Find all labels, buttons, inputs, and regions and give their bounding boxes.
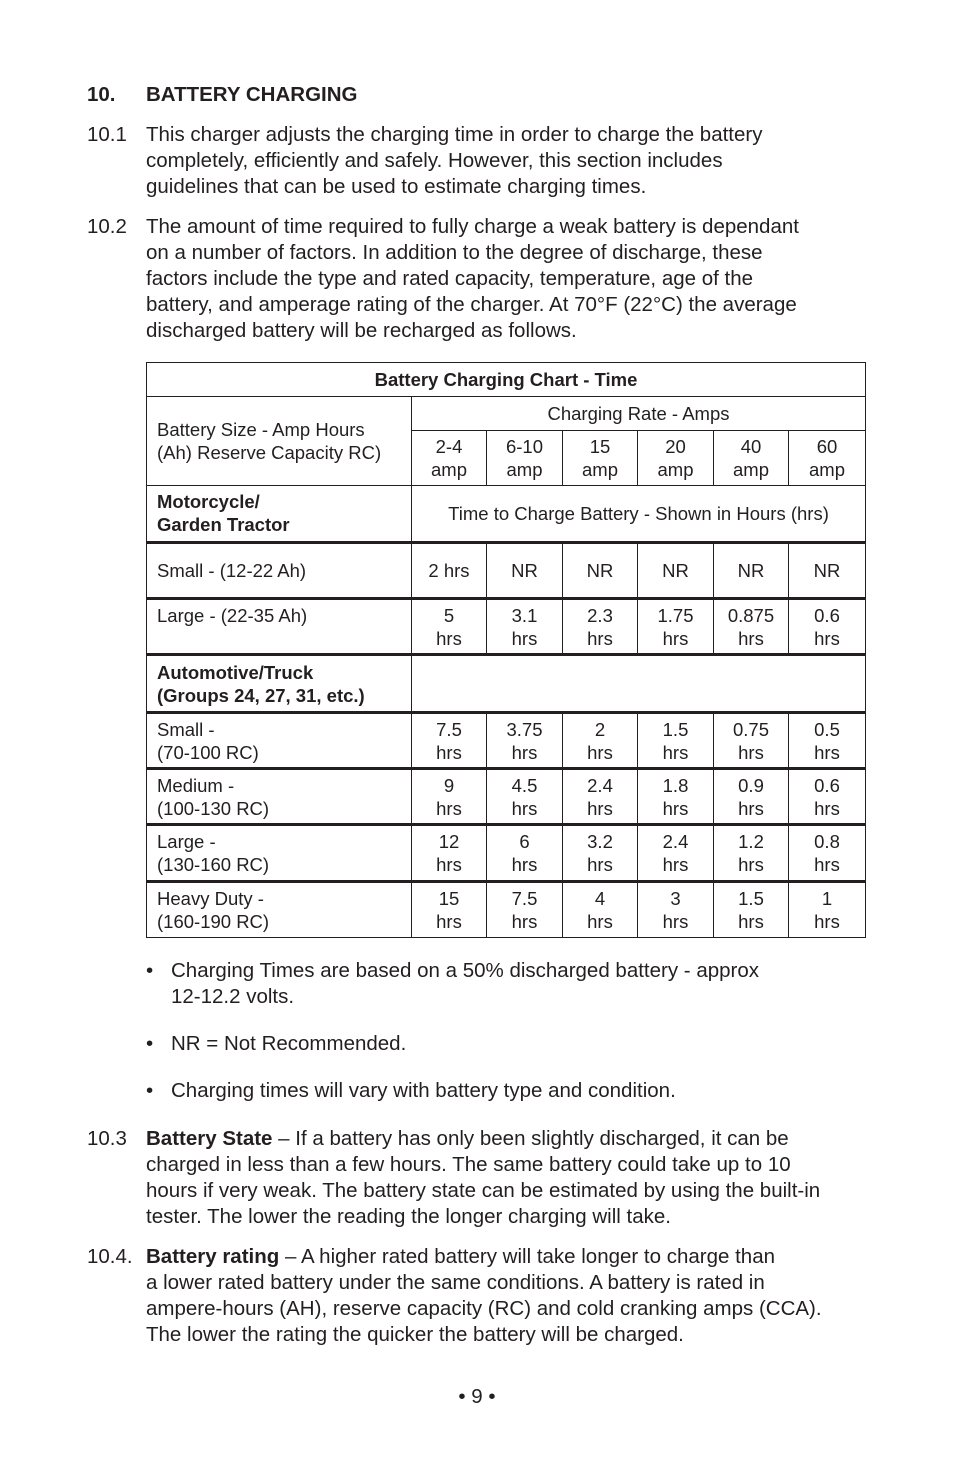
time-value: 4 hrs xyxy=(587,887,613,932)
paragraph-number: 10.4. xyxy=(87,1245,133,1268)
battery-charging-chart xyxy=(146,362,866,938)
time-value: 0.9 hrs xyxy=(738,775,764,820)
row-label xyxy=(147,712,412,768)
row-label: Large - (22-35 Ah) xyxy=(147,599,412,655)
time-cell xyxy=(638,599,714,655)
paragraph-10-2 xyxy=(87,214,887,344)
time-cell xyxy=(563,825,638,881)
section-number: 10. xyxy=(87,83,116,106)
time-cell xyxy=(563,599,638,655)
time-cell xyxy=(487,881,563,937)
bullet-item xyxy=(146,1078,866,1104)
section-title: BATTERY CHARGING xyxy=(146,83,358,106)
paragraph-10-4 xyxy=(87,1244,897,1348)
paragraph-number: 10.3 xyxy=(87,1127,127,1150)
paragraph-text: This charger adjusts the charging time in order to charge the battery completely, efficiently and safely. However, this section includes guidelines that can be used to estimate charging times. xyxy=(146,123,763,198)
time-cell xyxy=(487,825,563,881)
bullet-symbol: • xyxy=(146,1079,154,1102)
time-cell: NR xyxy=(789,542,866,598)
group-label-automotive xyxy=(147,655,412,712)
paragraph-10-1 xyxy=(87,122,887,200)
time-value: 2 hrs xyxy=(587,718,613,763)
time-value: 5 hrs xyxy=(436,605,462,650)
rate-column-header xyxy=(638,431,714,485)
time-value: 3.1 hrs xyxy=(511,605,538,650)
battery-size-header xyxy=(147,397,412,485)
time-value: 4.5 hrs xyxy=(511,775,538,820)
row-label: Small - (12-22 Ah) xyxy=(147,542,412,598)
rate-label: 60 amp xyxy=(809,435,845,480)
time-value: 1 hrs xyxy=(814,887,840,932)
time-value: 2.4 hrs xyxy=(587,775,613,820)
time-cell xyxy=(487,712,563,768)
row-label xyxy=(147,769,412,825)
rate-label: 2-4 amp xyxy=(431,435,467,480)
bullet-text: Charging Times are based on a 50% discharged battery - approx 12-12.2 volts. xyxy=(171,959,760,1008)
time-cell: NR xyxy=(638,542,714,598)
time-value: 3.2 hrs xyxy=(587,831,613,876)
time-value: 2.4 hrs xyxy=(662,831,689,876)
time-cell xyxy=(789,769,866,825)
time-value: 9 hrs xyxy=(436,775,462,820)
time-value: 6 hrs xyxy=(511,831,538,876)
rate-column-header xyxy=(487,431,563,485)
time-value: 1.75 hrs xyxy=(657,605,694,650)
time-value: 1.5 hrs xyxy=(738,887,764,932)
rate-label: 40 amp xyxy=(733,435,769,480)
bullet-item xyxy=(146,1031,866,1057)
time-cell xyxy=(563,769,638,825)
row-label-text: Large - (130-160 RC) xyxy=(157,831,270,876)
time-cell xyxy=(412,881,487,937)
rate-column-header xyxy=(714,431,789,485)
time-cell: NR xyxy=(714,542,789,598)
rate-label: 6-10 amp xyxy=(505,435,544,480)
time-value: 0.6 hrs xyxy=(814,605,840,650)
time-value: 3.75 hrs xyxy=(506,718,543,763)
time-value: 1.5 hrs xyxy=(662,718,689,763)
paragraph-text xyxy=(146,1244,897,1348)
paragraph-text xyxy=(146,1126,897,1230)
time-value: 1.8 hrs xyxy=(662,775,689,820)
paragraph-term: Battery rating xyxy=(146,1245,280,1268)
time-cell xyxy=(638,712,714,768)
row-label-text: Medium - (100-130 RC) xyxy=(157,775,270,820)
time-value: 0.6 hrs xyxy=(814,775,840,820)
section-heading xyxy=(87,82,357,108)
time-value: 0.75 hrs xyxy=(732,718,769,763)
charging-rate-header: Charging Rate - Amps xyxy=(412,397,866,431)
paragraph-10-3 xyxy=(87,1126,897,1230)
rate-column-header xyxy=(563,431,638,485)
row-label xyxy=(147,825,412,881)
group-label-motorcycle xyxy=(147,485,412,542)
paragraph-body: – A higher rated battery will take longer to charge than a lower rated battery under the same conditions. A battery is rated in ampere-hours (AH), reserve capacity (RC) and cold cranking amps (CCA). The lower the rating the quicker the battery will be charged. xyxy=(146,1245,822,1346)
row-label xyxy=(147,881,412,937)
time-cell xyxy=(563,881,638,937)
time-cell xyxy=(487,599,563,655)
time-cell xyxy=(412,712,487,768)
time-cell xyxy=(789,599,866,655)
time-value: 12 hrs xyxy=(436,831,462,876)
time-cell xyxy=(412,825,487,881)
time-cell: 2 hrs xyxy=(412,542,487,598)
page-number: • 9 • xyxy=(458,1385,496,1408)
time-cell xyxy=(563,712,638,768)
time-cell xyxy=(412,769,487,825)
time-value: 0.875 hrs xyxy=(727,605,775,650)
bullet-symbol: • xyxy=(146,959,154,982)
time-cell xyxy=(789,825,866,881)
rate-label: 15 amp xyxy=(582,435,618,480)
time-cell xyxy=(714,881,789,937)
paragraph-number: 10.2 xyxy=(87,215,127,238)
time-cell xyxy=(789,881,866,937)
time-cell xyxy=(487,769,563,825)
paragraph-term: Battery State xyxy=(146,1127,273,1150)
bullet-text: Charging times will vary with battery type and condition. xyxy=(171,1079,676,1102)
chart-title: Battery Charging Chart - Time xyxy=(147,363,866,397)
group-label-text: Motorcycle/ Garden Tractor xyxy=(157,491,290,536)
time-value: 0.8 hrs xyxy=(814,831,840,876)
time-cell xyxy=(638,769,714,825)
time-to-charge-note: Time to Charge Battery - Shown in Hours (hrs) xyxy=(412,485,866,542)
time-value: 2.3 hrs xyxy=(587,605,613,650)
time-cell xyxy=(714,712,789,768)
time-cell xyxy=(638,881,714,937)
time-value: 15 hrs xyxy=(436,887,462,932)
time-value: 1.2 hrs xyxy=(738,831,764,876)
time-cell xyxy=(789,712,866,768)
paragraph-body: – If a battery has only been slightly discharged, it can be charged in less than a few hours. The same battery could take up to 10 hours if very weak. The battery state can be estimated by using the built-in tester. The lower the reading the longer charging will take. xyxy=(146,1127,821,1228)
row-label-text: Heavy Duty - (160-190 RC) xyxy=(157,887,270,932)
empty-cell xyxy=(412,655,866,712)
group-label-text: Automotive/Truck (Groups 24, 27, 31, etc.) xyxy=(157,661,365,706)
paragraph-text: The amount of time required to fully charge a weak battery is dependant on a number of factors. In addition to the degree of discharge, these factors include the type and rated capacity, temperature, age of the battery, and amperage rating of the charger. At 70°F (22°C) the average discharged battery will be recharged as follows. xyxy=(146,215,799,342)
bullet-text: NR = Not Recommended. xyxy=(171,1032,407,1055)
time-cell: NR xyxy=(487,542,563,598)
time-cell xyxy=(714,769,789,825)
time-cell: NR xyxy=(563,542,638,598)
time-cell xyxy=(412,599,487,655)
paragraph-number: 10.1 xyxy=(87,123,127,146)
time-cell xyxy=(714,825,789,881)
bullet-item xyxy=(146,958,866,1010)
time-value: 7.5 hrs xyxy=(511,887,538,932)
rate-label: 20 amp xyxy=(657,435,694,480)
time-cell xyxy=(714,599,789,655)
time-value: 0.5 hrs xyxy=(814,718,840,763)
time-cell xyxy=(638,825,714,881)
time-value: 3 hrs xyxy=(662,887,689,932)
bullet-symbol: • xyxy=(146,1032,154,1055)
rate-column-header xyxy=(789,431,866,485)
battery-size-header-text: Battery Size - Amp Hours (Ah) Reserve Capacity RC) xyxy=(157,418,382,463)
row-label-text: Small - (70-100 RC) xyxy=(157,718,259,763)
time-value: 7.5 hrs xyxy=(436,718,462,763)
rate-column-header xyxy=(412,431,487,485)
